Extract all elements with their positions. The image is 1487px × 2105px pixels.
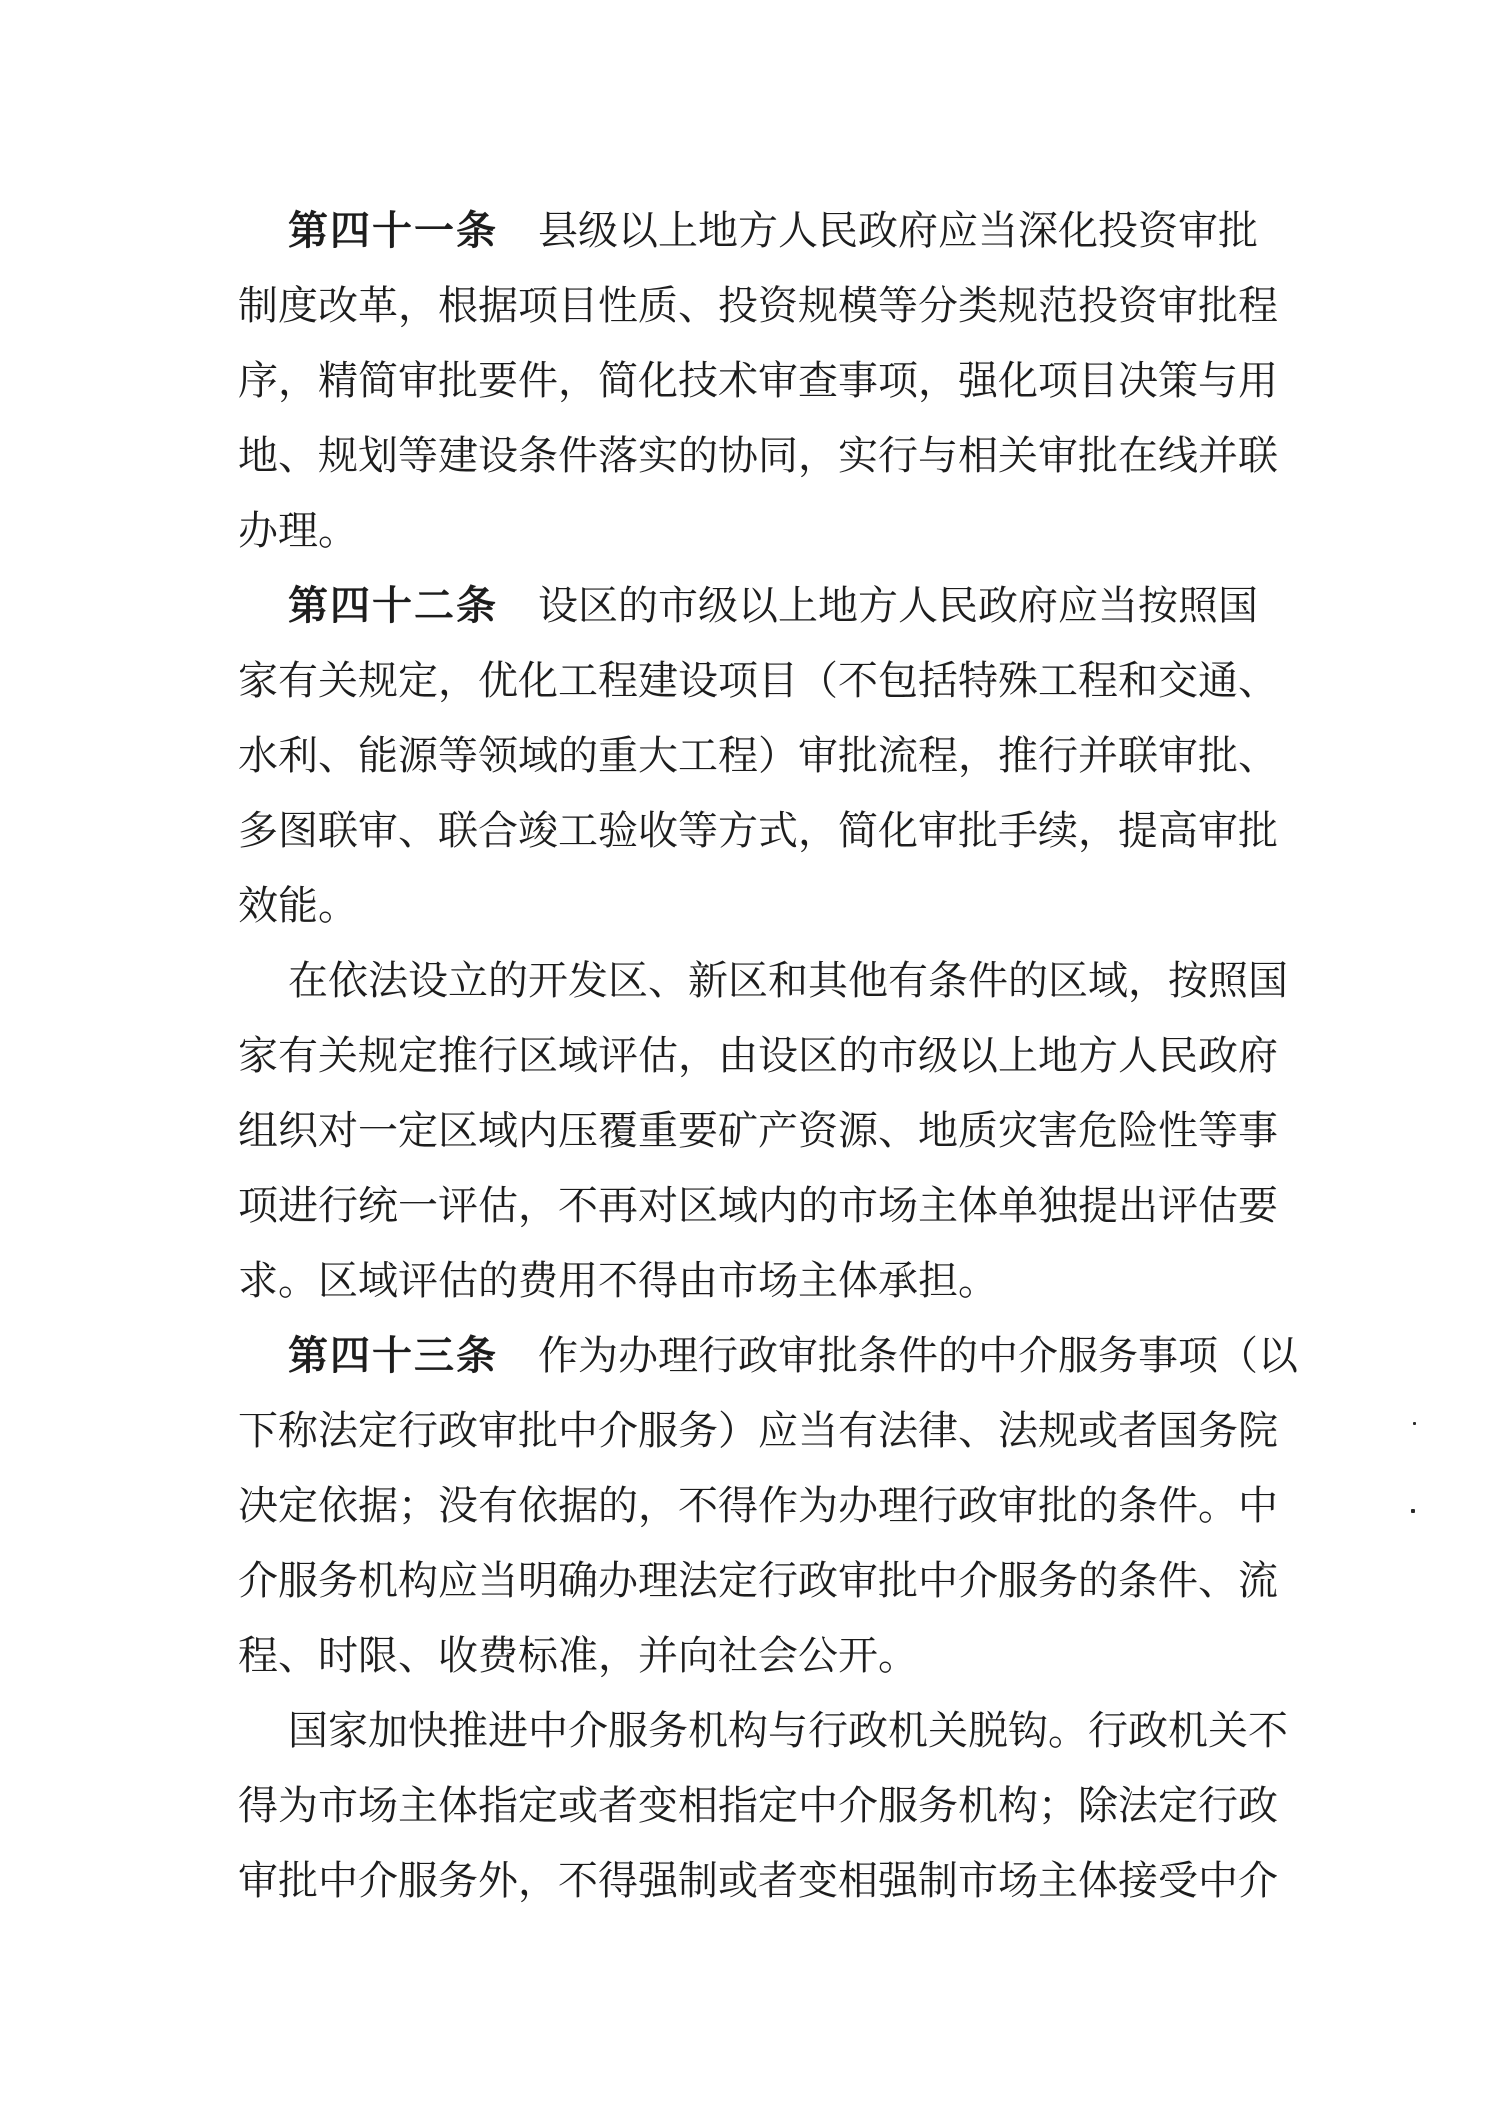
line-text: 程、时限、收费标准，并向社会公开。 bbox=[238, 1633, 918, 1678]
text-line bbox=[238, 643, 1290, 718]
scan-speck bbox=[1411, 1509, 1415, 1513]
text-line bbox=[238, 1093, 1290, 1168]
text-line bbox=[238, 943, 1290, 1018]
line-text: 得为市场主体指定或者变相指定中介服务机构；除法定行政 bbox=[238, 1783, 1278, 1828]
line-text: 效能。 bbox=[238, 883, 358, 928]
line-text: 在依法设立的开发区、新区和其他有条件的区域，按照国 bbox=[288, 958, 1288, 1003]
article-number: 第四十三条 bbox=[288, 1333, 498, 1378]
line-text: 地、规划等建设条件落实的协同，实行与相关审批在线并联 bbox=[238, 433, 1278, 478]
text-line bbox=[238, 1468, 1290, 1543]
line-text: 项进行统一评估，不再对区域内的市场主体单独提出评估要 bbox=[238, 1183, 1278, 1228]
line-text: 国家加快推进中介服务机构与行政机关脱钩。行政机关不 bbox=[288, 1708, 1288, 1753]
scan-speck bbox=[1413, 1422, 1416, 1425]
text-line bbox=[238, 343, 1290, 418]
line-text: 设区的市级以上地方人民政府应当按照国 bbox=[538, 583, 1258, 628]
line-text: 家有关规定，优化工程建设项目（不包括特殊工程和交通、 bbox=[238, 658, 1278, 703]
line-text: 序，精简审批要件，简化技术审查事项，强化项目决策与用 bbox=[238, 358, 1278, 403]
line-text: 求。区域评估的费用不得由市场主体承担。 bbox=[238, 1258, 998, 1303]
line-text: 办理。 bbox=[238, 508, 358, 553]
text-line bbox=[238, 1618, 1290, 1693]
text-line bbox=[238, 1243, 1290, 1318]
text-line bbox=[238, 1018, 1290, 1093]
text-line bbox=[238, 493, 1290, 568]
line-text: 水利、能源等领域的重大工程）审批流程，推行并联审批、 bbox=[238, 733, 1278, 778]
article-number: 第四十二条 bbox=[288, 583, 498, 628]
text-line bbox=[238, 868, 1290, 943]
line-text: 审批中介服务外，不得强制或者变相强制市场主体接受中介 bbox=[238, 1858, 1278, 1903]
text-line bbox=[238, 1693, 1290, 1768]
line-text: 决定依据；没有依据的，不得作为办理行政审批的条件。中 bbox=[238, 1483, 1278, 1528]
line-text: 介服务机构应当明确办理法定行政审批中介服务的条件、流 bbox=[238, 1558, 1278, 1603]
line-text: 组织对一定区域内压覆重要矿产资源、地质灾害危险性等事 bbox=[238, 1108, 1278, 1153]
text-line bbox=[238, 268, 1290, 343]
text-line bbox=[238, 418, 1290, 493]
article-number: 第四十一条 bbox=[288, 208, 498, 253]
line-text: 县级以上地方人民政府应当深化投资审批 bbox=[538, 208, 1258, 253]
text-line bbox=[238, 193, 1290, 268]
text-line bbox=[238, 1543, 1290, 1618]
text-line bbox=[238, 793, 1290, 868]
line-text: 家有关规定推行区域评估，由设区的市级以上地方人民政府 bbox=[238, 1033, 1278, 1078]
line-text: 下称法定行政审批中介服务）应当有法律、法规或者国务院 bbox=[238, 1408, 1278, 1453]
text-line bbox=[238, 718, 1290, 793]
text-line bbox=[238, 1768, 1290, 1843]
line-text: 制度改革，根据项目性质、投资规模等分类规范投资审批程 bbox=[238, 283, 1278, 328]
text-line bbox=[238, 568, 1290, 643]
document-text-block bbox=[238, 193, 1298, 1918]
text-line bbox=[238, 1168, 1290, 1243]
line-text: 多图联审、联合竣工验收等方式，简化审批手续，提高审批 bbox=[238, 808, 1278, 853]
line-text: 作为办理行政审批条件的中介服务事项（以 bbox=[538, 1333, 1298, 1378]
text-line bbox=[238, 1393, 1290, 1468]
text-line bbox=[238, 1318, 1298, 1393]
text-line bbox=[238, 1843, 1290, 1918]
